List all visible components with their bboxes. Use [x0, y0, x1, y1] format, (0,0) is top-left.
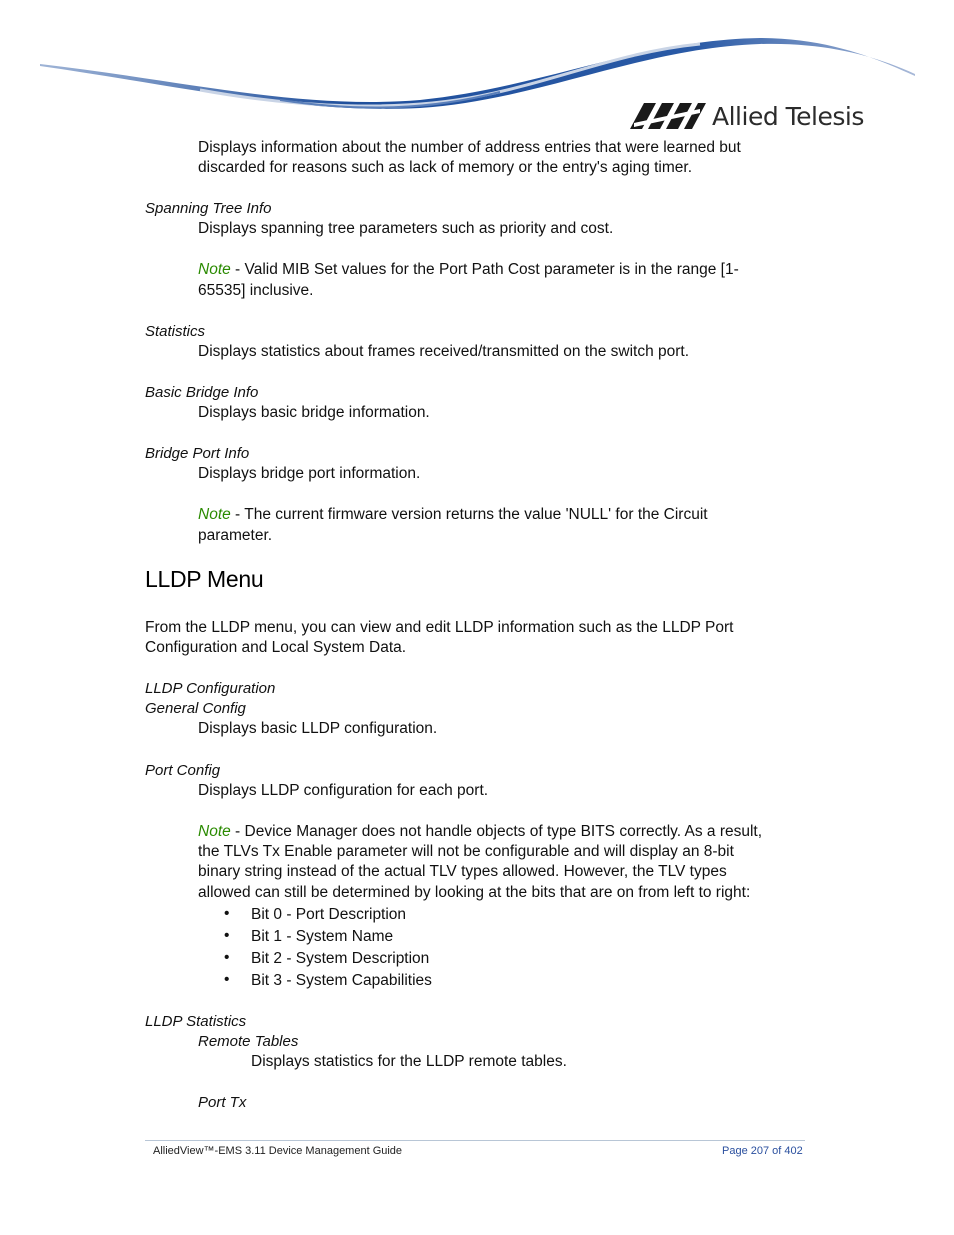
note-line: parameter.: [198, 527, 273, 544]
section-subheading: Spanning Tree Info: [145, 200, 272, 217]
section-subheading: Bridge Port Info: [145, 445, 250, 462]
bullet-icon: •: [224, 927, 230, 944]
note-line: [198, 822, 762, 843]
note-line: [198, 505, 708, 526]
section-description: Displays statistics about frames received/transmitted on the switch port.: [198, 343, 690, 360]
bullet-icon: •: [224, 971, 230, 988]
note-text: - Device Manager does not handle objects of type BITS correctly. As a result,: [230, 823, 763, 840]
bullet-icon: •: [224, 905, 230, 922]
list-item: Bit 1 - System Name: [251, 928, 394, 945]
bullet-icon: •: [224, 949, 230, 966]
section-subheading: Basic Bridge Info: [145, 384, 259, 401]
note-line: binary string instead of the actual TLV types allowed. However, the TLV types: [198, 863, 727, 880]
section-subheading: Port Tx: [198, 1094, 247, 1111]
note-line: [198, 260, 739, 281]
lldp-menu-heading: LLDP Menu: [145, 566, 264, 592]
paragraph-line: From the LLDP menu, you can view and edit LLDP information such as the LLDP Port: [145, 619, 734, 636]
paragraph-line: Displays information about the number of address entries that were learned but: [198, 139, 741, 156]
section-description: Displays statistics for the LLDP remote tables.: [251, 1053, 567, 1070]
section-subheading: General Config: [145, 700, 246, 717]
list-item: Bit 3 - System Capabilities: [251, 972, 432, 989]
note-label: Note: [198, 506, 231, 523]
brand-name: Allied Telesis: [712, 101, 864, 131]
section-description: Displays basic bridge information.: [198, 404, 430, 421]
section-description: Displays basic LLDP configuration.: [198, 720, 438, 737]
note-label: Note: [198, 261, 231, 278]
footer-divider: [145, 1140, 805, 1141]
note-line: 65535] inclusive.: [198, 282, 314, 299]
list-item: Bit 2 - System Description: [251, 950, 430, 967]
note-line: allowed can still be determined by looking at the bits that are on from left to right:: [198, 884, 751, 901]
section-subheading: Statistics: [145, 323, 206, 340]
section-subheading: LLDP Statistics: [145, 1013, 247, 1030]
note-text: - The current firmware version returns the value 'NULL' for the Circuit: [230, 506, 708, 523]
section-subheading: LLDP Configuration: [145, 680, 276, 697]
allied-telesis-logo-mark-icon: [630, 103, 706, 129]
paragraph-line: Configuration and Local System Data.: [145, 639, 407, 656]
section-description: Displays LLDP configuration for each port.: [198, 782, 489, 799]
section-description: Displays bridge port information.: [198, 465, 421, 482]
note-text: - Valid MIB Set values for the Port Path Cost parameter is in the range [1-: [230, 261, 739, 278]
section-subheading: Remote Tables: [198, 1033, 299, 1050]
footer-document-title: AlliedView™-EMS 3.11 Device Management Guide: [153, 1145, 403, 1157]
paragraph-line: discarded for reasons such as lack of memory or the entry's aging timer.: [198, 159, 693, 176]
allied-telesis-logo: [630, 100, 864, 132]
section-description: Displays spanning tree parameters such as priority and cost.: [198, 220, 614, 237]
footer-page-number: Page 207 of 402: [722, 1145, 803, 1157]
list-item: Bit 0 - Port Description: [251, 906, 407, 923]
section-subheading: Port Config: [145, 762, 221, 779]
note-line: the TLVs Tx Enable parameter will not be configurable and will display an 8-bit: [198, 843, 734, 860]
note-label: Note: [198, 823, 231, 840]
